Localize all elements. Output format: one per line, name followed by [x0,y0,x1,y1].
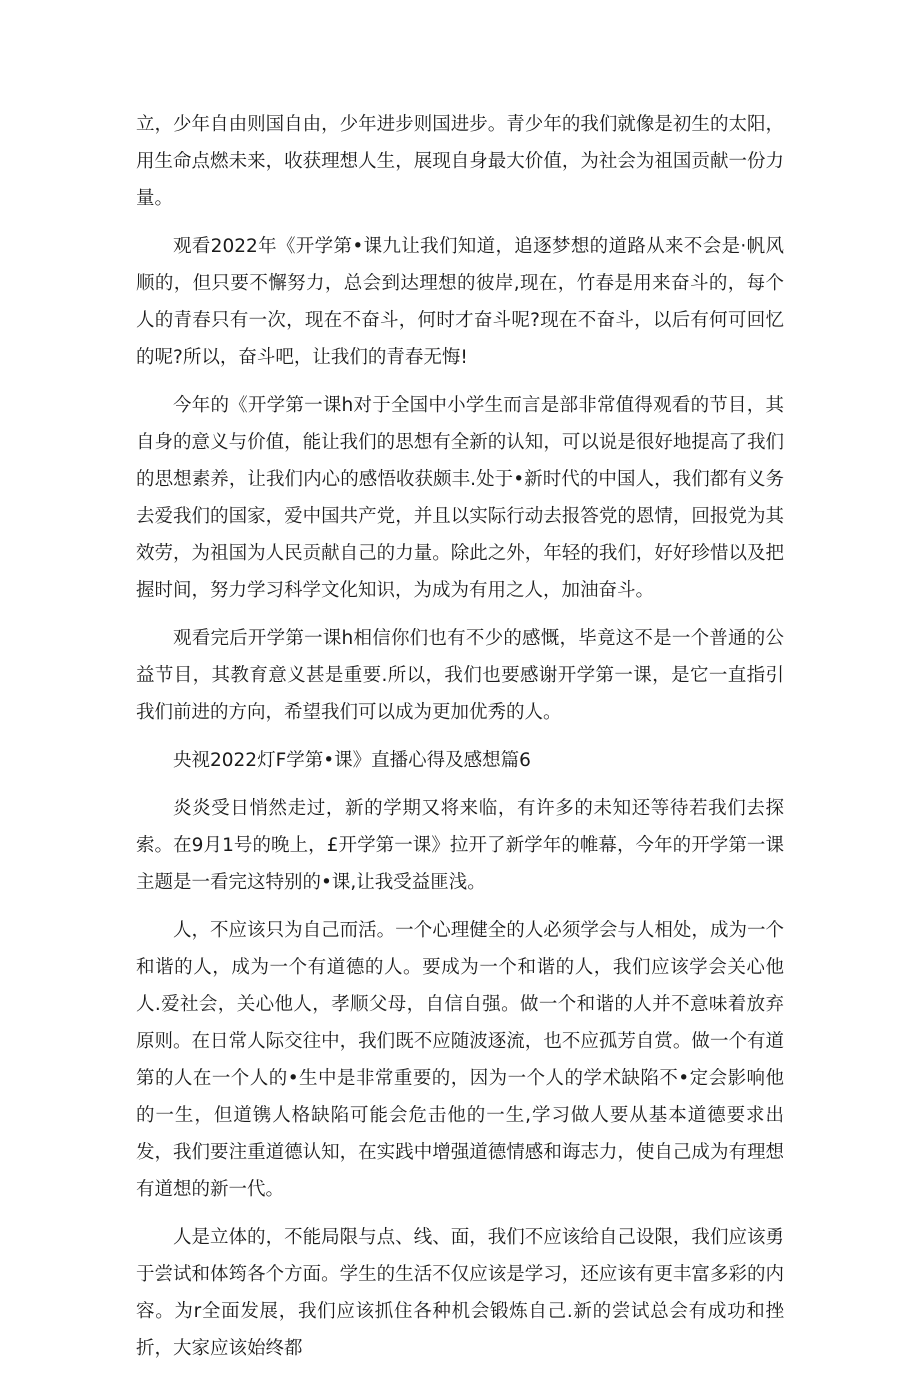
paragraph-6: 人，不应该只为自己而活。一个心理健全的人必须学会与人相处，成为一个和谐的人，成为一个有道德的人。要成为一个和谐的人，我们应该学会关心他人.爱社会，关心他人，孝顺父母，自信自强。做一个和谐的人并不意味着放弃原则。在日常人际交往中，我们既不应随波逐流，也不应孤芳自赏。做一个有道第的人在一个人的•生中是非常重要的，因为一个人的学术缺陷不•定会影响他的一生，但道镌人格缺陷可能会危击他的一生,学习做人要从基本道德要求出发，我们要注重道德认知，在实践中增强道德情感和诲志力，使自己成为有理想有道想的新一代。 [136,920,784,1200]
paragraph-1: 立，少年自由则国自由，少年进步则国进步。青少年的我们就像是初生的太阳，用生命点燃未来，收获理想人生，展现自身最大价值，为社会为祖国贡献一份力量。 [136,114,784,209]
paragraph-7: 人是立体的，不能局限与点、线、面，我们不应该给自己设限，我们应该勇于尝试和体筠各个方面。学生的生活不仅应该是学习，还应该有更丰富多彩的内容。为r全面发展，我们应该抓住各种机会锻炼自己.新的尝试总会有成功和挫折，大家应该始终都 [136,1227,784,1359]
paragraph-2: 观看2022年《开学第•课九让我们知道，追逐梦想的道路从来不会是·帆风顺的，但只要不懈努力，总会到达理想的彼岸,现在，竹春是用来奋斗的，每个人的青春只有一次，现在不奋斗，何时才奋斗呢?现在不奋斗，以后有何可回忆的呢?所以，奋斗吧，让我们的青春无悔! [136,236,784,368]
paragraph-3: 今年的《开学第一课h对于全国中小学生而言是部非常值得观看的节目，其自身的意义与价值，能让我们的思想有全新的认知，可以说是很好地提高了我们的思想素养，让我们内心的感悟收获颇丰.处于•新时代的中国人，我们都有义务去爱我们的国家，爱中国共产党，并且以实际行动去报答党的恩情，回报党为其效劳，为祖国为人民贡献自己的力量。除此之外，年轻的我们，好好珍惜以及把握时间，努力学习科学文化知识，为成为有用之人，加油奋斗。 [136,395,784,601]
paragraph-5: 炎炎受日悄然走过，新的学期又将来临，有许多的未知还等待若我们去探索。在9月1号的晚上，£开学第一课》拉开了新学年的帷幕，今年的开学第一课主题是一看完这特别的•课,让我受益匪浅。 [136,798,784,893]
section-heading: 央视2022灯F学第•课》直播心得及感想篇6 [173,750,531,771]
paragraph-4: 观看完后开学第一课h相信你们也有不少的感慨，毕竟这不是一个普通的公益节目，其教育意义甚是重要.所以，我们也要感谢开学第一课，是它一直指引我们前进的方向，希望我们可以成为更加优秀的人。 [136,628,784,723]
document-body [136,106,784,1378]
